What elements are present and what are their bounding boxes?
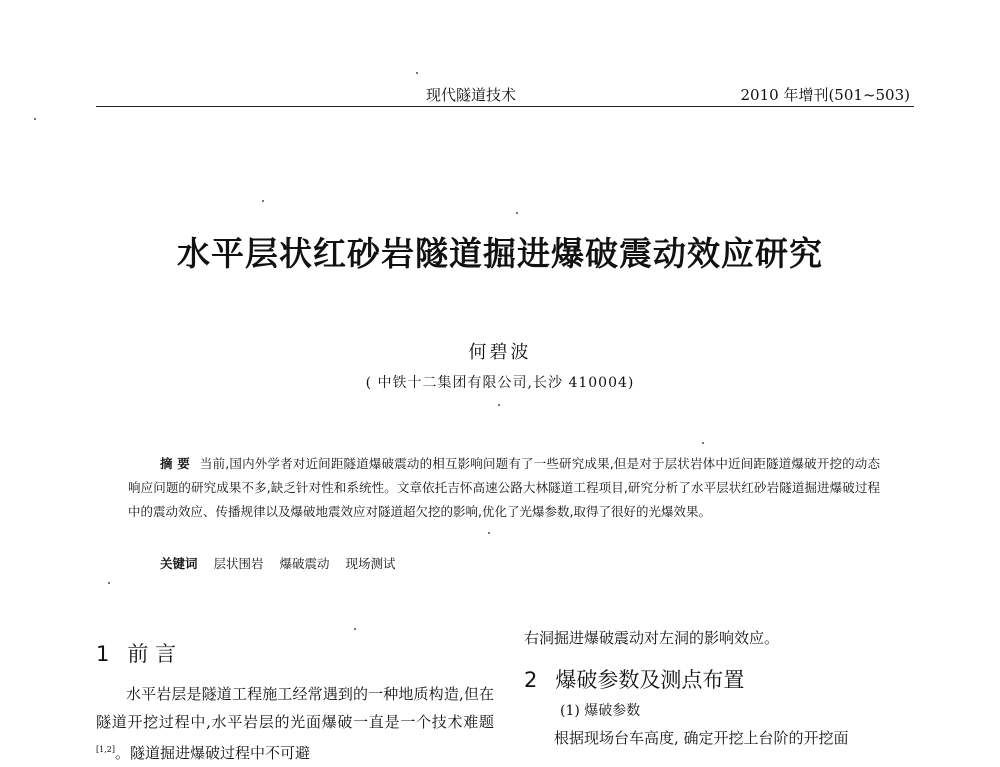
author-name: 何碧波 [468,342,532,363]
scan-speck [498,404,500,406]
keyword-item: 现场测试 [345,556,396,571]
paragraph-text: 水平岩层是隧道工程施工经常遇到的一种地质构造,但在隧道开挖过程中,水平岩层的光面爆破一直是一个技术难题 [96,685,494,731]
keyword-item: 层状围岩 [213,556,264,571]
scan-speck [488,532,490,534]
abstract-label: 摘 要 [160,456,190,471]
section-2-title: 爆破参数及测点布置 [555,668,745,692]
right-column [524,624,924,752]
scan-speck [516,212,518,214]
citation: [1,2] [96,745,115,754]
scan-speck [702,442,704,444]
section-1-number: 1 [96,642,110,666]
paragraph-text-continued: 。隧道掘进爆破过程中不可避 [114,744,310,762]
keywords [160,554,408,572]
section-1-title: 前 言 [127,642,177,666]
scan-speck [108,582,110,584]
issue-info: 2010 年增刊(501~503) [740,86,910,104]
scan-speck [262,200,264,202]
journal-name: 现代隧道技术 [426,86,517,104]
section-1-heading [96,638,494,668]
section-2-paragraph: 根据现场台车高度, 确定开挖上台阶的开挖面 [554,729,849,747]
subsection-heading: (1) 爆破参数 [560,703,641,719]
scan-speck [34,118,36,120]
author-affiliation: ( 中铁十二集团有限公司,长沙 410004) [365,375,635,391]
section-2-number: 2 [524,668,538,692]
abstract [128,452,880,524]
keyword-item: 爆破震动 [279,556,330,571]
paper-title: 水平层状红砂岩隧道掘进爆破震动效应研究 [177,234,823,273]
scan-speck [416,72,418,74]
left-column [96,638,494,767]
section-2-heading [524,664,924,694]
keywords-label: 关键词 [160,556,198,571]
continued-paragraph: 右洞掘进爆破震动对左洞的影响效应。 [524,629,780,647]
scan-speck [354,628,356,630]
running-header [96,84,914,107]
abstract-text: 当前,国内外学者对近间距隧道爆破震动的相互影响问题有了一些研究成果,但是对于层状岩体中近间距隧道爆破开挖的动态响应问题的研究成果不多,缺乏针对性和系统性。文章依托吉怀高速公路大林隧道工程项目,研究分析了水平层状红砂岩隧道掘进爆破过程中的震动效应、传播规律以及爆破地震效应对隧道超欠挖的影响,优化了光爆参数,取得了很好的光爆效果。 [128,456,880,519]
section-1-paragraph [96,680,494,767]
